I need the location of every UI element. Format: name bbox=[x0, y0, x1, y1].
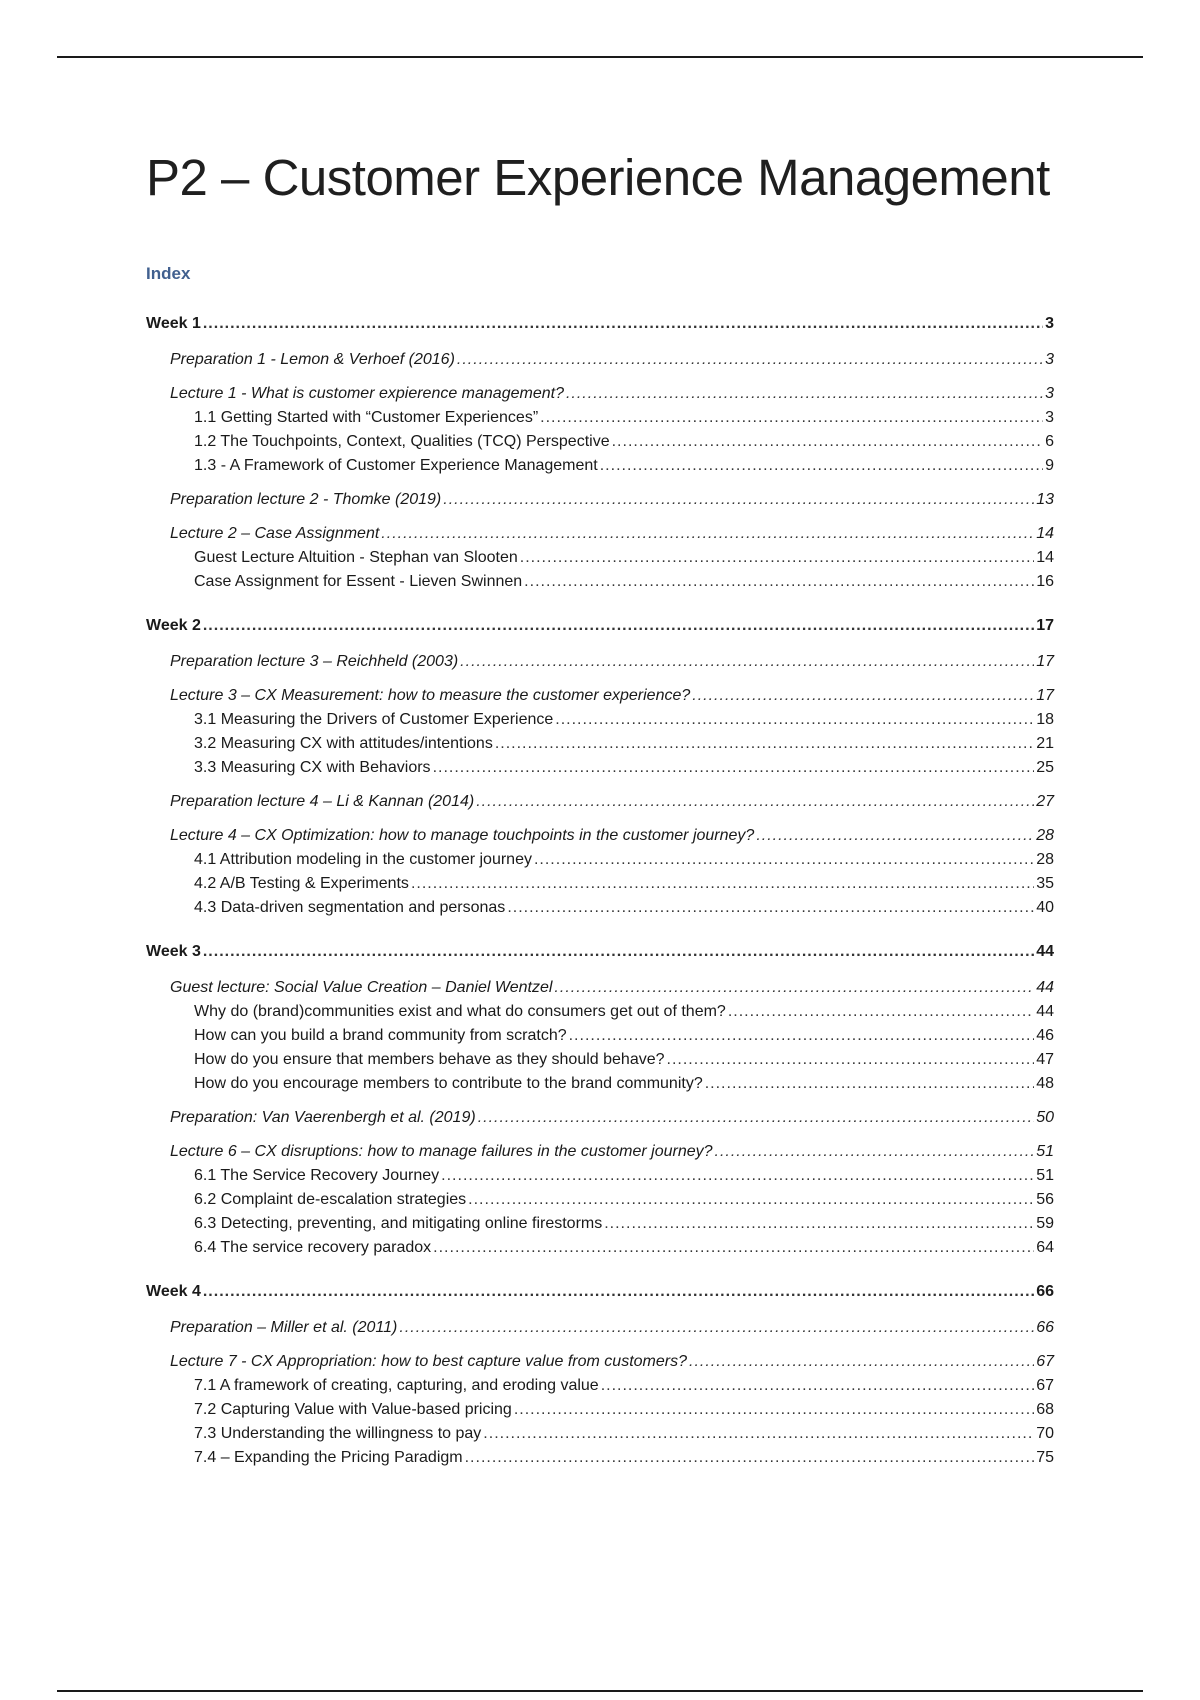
toc-entry-members-contribute[interactable]: How do you encourage members to contribute to the brand community? ..... 48 bbox=[146, 1072, 1054, 1096]
table-of-contents bbox=[146, 310, 1054, 1470]
toc-entry-week-3[interactable]: Week 3 ..... 44 bbox=[146, 938, 1054, 966]
toc-entry-lecture-3[interactable]: Lecture 3 – CX Measurement: how to measure the customer experience? ..... 17 bbox=[146, 684, 1054, 708]
toc-entry-preparation-van-vaerenbergh[interactable]: Preparation: Van Vaerenbergh et al. (2019) ..... 50 bbox=[146, 1106, 1054, 1130]
toc-entry-week-1[interactable]: Week 1 ..... 3 bbox=[146, 310, 1054, 338]
toc-entry-build-community[interactable]: How can you build a brand community from scratch? ..... 46 bbox=[146, 1024, 1054, 1048]
toc-entry-7-2[interactable]: 7.2 Capturing Value with Value-based pricing ..... 68 bbox=[146, 1398, 1054, 1422]
toc-entry-4-3[interactable]: 4.3 Data-driven segmentation and personas ..... 40 bbox=[146, 896, 1054, 920]
toc-entry-1-2[interactable]: 1.2 The Touchpoints, Context, Qualities (TCQ) Perspective ..... 6 bbox=[146, 430, 1054, 454]
toc-entry-7-3[interactable]: 7.3 Understanding the willingness to pay ..... 70 bbox=[146, 1422, 1054, 1446]
document-title: P2 – Customer Experience Management bbox=[146, 149, 1050, 206]
toc-entry-7-4[interactable]: 7.4 – Expanding the Pricing Paradigm ..... 75 bbox=[146, 1446, 1054, 1470]
toc-entry-6-4[interactable]: 6.4 The service recovery paradox ..... 64 bbox=[146, 1236, 1054, 1260]
footer-rule bbox=[57, 1690, 1143, 1692]
toc-entry-guest-lecture-social-value[interactable]: Guest lecture: Social Value Creation – Daniel Wentzel ..... 44 bbox=[146, 976, 1054, 1000]
toc-entry-preparation-1[interactable]: Preparation 1 - Lemon & Verhoef (2016) ..... 3 bbox=[146, 348, 1054, 372]
toc-entry-lecture-2[interactable]: Lecture 2 – Case Assignment ..... 14 bbox=[146, 522, 1054, 546]
toc-entry-lecture-1[interactable]: Lecture 1 - What is customer expierence management? ..... 3 bbox=[146, 382, 1054, 406]
toc-entry-week-2[interactable]: Week 2 ..... 17 bbox=[146, 612, 1054, 640]
toc-entry-3-3[interactable]: 3.3 Measuring CX with Behaviors ..... 25 bbox=[146, 756, 1054, 780]
toc-entry-preparation-lecture-4[interactable]: Preparation lecture 4 – Li & Kannan (2014) ..... 27 bbox=[146, 790, 1054, 814]
toc-entry-preparation-miller[interactable]: Preparation – Miller et al. (2011) ..... 66 bbox=[146, 1316, 1054, 1340]
toc-entry-4-2[interactable]: 4.2 A/B Testing & Experiments ..... 35 bbox=[146, 872, 1054, 896]
toc-entry-week-4[interactable]: Week 4 ..... 66 bbox=[146, 1278, 1054, 1306]
toc-entry-6-3[interactable]: 6.3 Detecting, preventing, and mitigating online firestorms ..... 59 bbox=[146, 1212, 1054, 1236]
toc-entry-lecture-7[interactable]: Lecture 7 - CX Appropriation: how to best capture value from customers? ..... 67 bbox=[146, 1350, 1054, 1374]
index-heading: Index bbox=[146, 264, 191, 283]
toc-entry-1-1[interactable]: 1.1 Getting Started with “Customer Experiences” ..... 3 bbox=[146, 406, 1054, 430]
toc-entry-preparation-lecture-2[interactable]: Preparation lecture 2 - Thomke (2019) ..... 13 bbox=[146, 488, 1054, 512]
toc-entry-6-2[interactable]: 6.2 Complaint de-escalation strategies ..... 56 bbox=[146, 1188, 1054, 1212]
toc-entry-members-behave[interactable]: How do you ensure that members behave as they should behave? ..... 47 bbox=[146, 1048, 1054, 1072]
toc-entry-3-1[interactable]: 3.1 Measuring the Drivers of Customer Experience ..... 18 bbox=[146, 708, 1054, 732]
header-rule bbox=[57, 56, 1143, 58]
toc-entry-lecture-4[interactable]: Lecture 4 – CX Optimization: how to manage touchpoints in the customer journey? ..... 28 bbox=[146, 824, 1054, 848]
toc-entry-4-1[interactable]: 4.1 Attribution modeling in the customer journey ..... 28 bbox=[146, 848, 1054, 872]
toc-entry-lecture-6[interactable]: Lecture 6 – CX disruptions: how to manage failures in the customer journey? ..... 51 bbox=[146, 1140, 1054, 1164]
toc-entry-communities-exist[interactable]: Why do (brand)communities exist and what do consumers get out of them? ..... 44 bbox=[146, 1000, 1054, 1024]
toc-entry-3-2[interactable]: 3.2 Measuring CX with attitudes/intentions ..... 21 bbox=[146, 732, 1054, 756]
toc-entry-guest-lecture-altuition[interactable]: Guest Lecture Altuition - Stephan van Slooten ..... 14 bbox=[146, 546, 1054, 570]
toc-entry-7-1[interactable]: 7.1 A framework of creating, capturing, and eroding value ..... 67 bbox=[146, 1374, 1054, 1398]
toc-entry-case-assignment-essent[interactable]: Case Assignment for Essent - Lieven Swinnen ..... 16 bbox=[146, 570, 1054, 594]
toc-entry-1-3[interactable]: 1.3 - A Framework of Customer Experience Management ..... 9 bbox=[146, 454, 1054, 478]
toc-entry-preparation-lecture-3[interactable]: Preparation lecture 3 – Reichheld (2003) ..... 17 bbox=[146, 650, 1054, 674]
toc-entry-6-1[interactable]: 6.1 The Service Recovery Journey ..... 51 bbox=[146, 1164, 1054, 1188]
